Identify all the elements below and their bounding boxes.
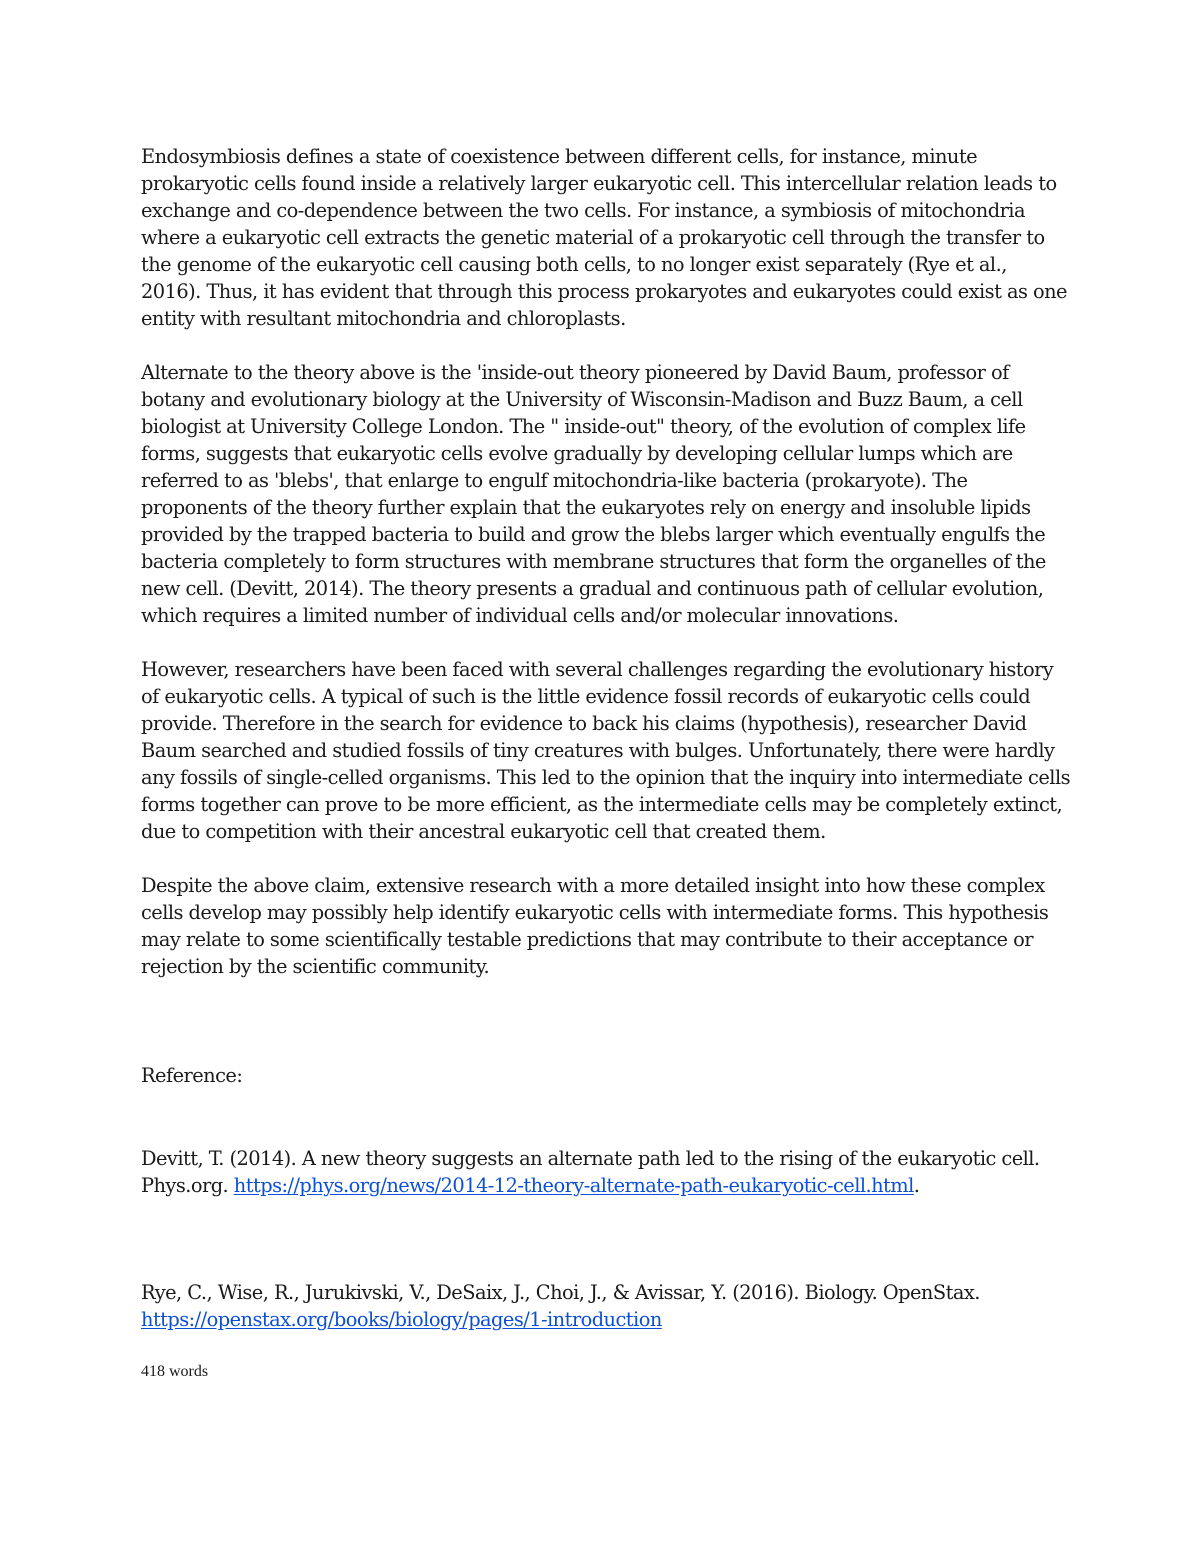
reference-item [141,1279,1071,1333]
reference-item [141,1145,1071,1199]
reference-link[interactable]: https://openstax.org/books/biology/pages/1-introduction [141,1308,662,1331]
paragraph-inside-out-theory: Alternate to the theory above is the 'inside-out theory pioneered by David Baum, professor of botany and evolutionary biology at the University of Wisconsin-Madison and Buzz Baum, a cell biologist at University College London. The " inside-out" theory, of the evolution of complex life forms, suggests that eukaryotic cells evolve gradually by developing cellular lumps which are referred to as 'blebs', that enlarge to engulf mitochondria-like bacteria (prokaryote). The proponents of the theory further explain that the eukaryotes rely on energy and insoluble lipids provided by the trapped bacteria to build and grow the blebs larger which eventually engulfs the bacteria completely to form structures with membrane structures that form the organelles of the new cell. (Devitt, 2014). The theory presents a gradual and continuous path of cellular evolution, which requires a limited number of individual cells and/or molecular innovations. [141,361,1046,627]
reference-heading: Reference: [141,1064,243,1087]
reference-link[interactable]: https://phys.org/news/2014-12-theory-alternate-path-eukaryotic-cell.html [233,1174,914,1197]
paragraph-endosymbiosis: Endosymbiosis defines a state of coexistence between different cells, for instance, minute prokaryotic cells found inside a relatively larger eukaryotic cell. This intercellular relation leads to exchange and co-dependence between the two cells. For instance, a symbiosis of mitochondria where a eukaryotic cell extracts the genetic material of a prokaryotic cell through the transfer to the genome of the eukaryotic cell causing both cells, to no longer exist separately (Rye et al., 2016). Thus, it has evident that through this process prokaryotes and eukaryotes could exist as one entity with resultant mitochondria and chloroplasts. [141,145,1067,330]
reference-citation: Devitt, T. (2014). A new theory suggests an alternate path led to the rising of the eukaryotic cell. Phys.org. [141,1147,1040,1197]
paragraph-research-challenges: However, researchers have been faced with several challenges regarding the evolutionary history of eukaryotic cells. A typical of such is the little evidence fossil records of eukaryotic cells could provide. Therefore in the search for evidence to back his claims (hypothesis), researcher David Baum searched and studied fossils of tiny creatures with bulges. Unfortunately, there were hardly any fossils of single-celled organisms. This led to the opinion that the inquiry into intermediate cells forms together can prove to be more efficient, as the intermediate cells may be completely extinct, due to competition with their ancestral eukaryotic cell that created them. [141,658,1070,843]
reference-trailing: . [913,1174,920,1197]
reference-citation: Rye, C., Wise, R., Jurukivski, V., DeSaix, J., Choi, J., & Avissar, Y. (2016). Biology. OpenStax. [141,1281,980,1304]
paragraph-conclusion: Despite the above claim, extensive research with a more detailed insight into how these complex cells develop may possibly help identify eukaryotic cells with intermediate forms. This hypothesis may relate to some scientifically testable predictions that may contribute to their acceptance or rejection by the scientific community. [141,874,1049,978]
essay-body [141,143,1071,1007]
word-count: 418 words [141,1363,209,1380]
